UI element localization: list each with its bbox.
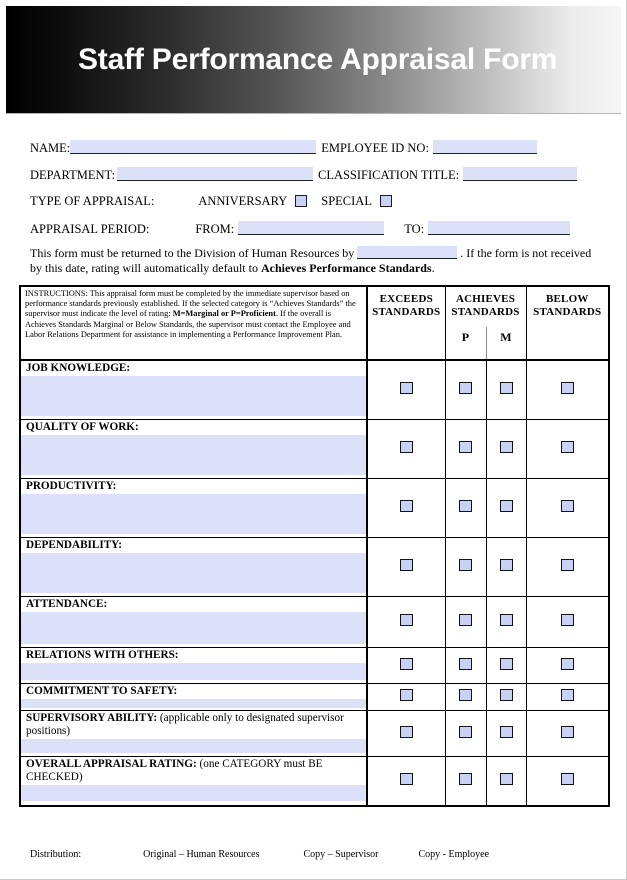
column-header-achieves-label: ACHIEVES STANDARDS xyxy=(451,293,520,318)
special-checkbox[interactable] xyxy=(380,195,392,207)
classification-title-label: CLASSIFICATION TITLE: xyxy=(317,168,460,182)
rating-cell-achieves-m xyxy=(486,711,526,757)
rating-cell-below xyxy=(526,420,609,479)
employee-id-input[interactable] xyxy=(433,140,537,154)
column-header-below xyxy=(526,286,609,360)
column-header-exceeds xyxy=(367,286,445,360)
criterion-comment-input[interactable] xyxy=(21,494,366,534)
type-of-appraisal-row xyxy=(30,194,392,209)
criterion-label-text: DEPENDABILITY: xyxy=(26,539,122,551)
criterion-label xyxy=(21,648,366,663)
checkbox-exceeds[interactable] xyxy=(400,726,413,738)
criterion-cell-dependability xyxy=(20,538,367,597)
column-header-achieves-m: M xyxy=(486,327,526,359)
notice-emphasis: Achieves Performance Standards xyxy=(260,261,432,275)
rating-cell-below xyxy=(526,711,609,757)
name-input[interactable] xyxy=(70,140,316,154)
page-title: Staff Performance Appraisal Form xyxy=(78,42,558,76)
checkbox-achieves-p[interactable] xyxy=(459,658,472,670)
rating-cell-achieves-p xyxy=(445,684,486,711)
checkbox-achieves-m[interactable] xyxy=(500,614,513,626)
return-notice xyxy=(30,246,600,276)
rating-cell-below xyxy=(526,684,609,711)
return-by-date-input[interactable] xyxy=(357,246,457,259)
checkbox-achieves-m[interactable] xyxy=(500,559,513,571)
checkbox-below[interactable] xyxy=(561,773,574,785)
criterion-cell-productivity xyxy=(20,479,367,538)
checkbox-exceeds[interactable] xyxy=(400,500,413,512)
checkbox-achieves-m[interactable] xyxy=(500,726,513,738)
criterion-label-text: COMMITMENT TO SAFETY: xyxy=(26,685,178,697)
criterion-label xyxy=(21,684,366,699)
checkbox-achieves-p[interactable] xyxy=(459,441,472,453)
checkbox-exceeds[interactable] xyxy=(400,441,413,453)
distribution-copy-original: Original – Human Resources xyxy=(143,849,260,860)
checkbox-exceeds[interactable] xyxy=(400,773,413,785)
rating-cell-below xyxy=(526,597,609,648)
rating-cell-achieves-m xyxy=(486,420,526,479)
checkbox-achieves-p[interactable] xyxy=(459,500,472,512)
criterion-label xyxy=(21,479,366,494)
notice-part-2: . If the form is not received by this date, rating will automatically default to xyxy=(30,246,592,275)
criterion-comment-input[interactable] xyxy=(21,663,366,680)
criterion-cell-attendance xyxy=(20,597,367,648)
classification-title-input[interactable] xyxy=(463,167,577,181)
table-row xyxy=(20,757,609,807)
criterion-comment-input[interactable] xyxy=(21,553,366,593)
table-row xyxy=(20,684,609,711)
instructions-body-1: This appraisal form must be completed by the immediate supervisor based on performance standards previously established. If the selected category is “Achieves Standards” the supervisor must indicate the level of rating: xyxy=(25,289,356,319)
rating-cell-exceeds xyxy=(367,597,445,648)
criterion-label-text: RELATIONS WITH OTHERS: xyxy=(26,649,179,661)
table-row xyxy=(20,538,609,597)
checkbox-achieves-m[interactable] xyxy=(500,500,513,512)
rating-cell-achieves-p xyxy=(445,597,486,648)
checkbox-achieves-p[interactable] xyxy=(459,773,472,785)
criterion-cell-relations-with-others xyxy=(20,648,367,684)
criterion-cell-quality-of-work xyxy=(20,420,367,479)
header-banner xyxy=(6,6,621,114)
rating-cell-below xyxy=(526,360,609,420)
rating-cell-below xyxy=(526,538,609,597)
rating-cell-below xyxy=(526,479,609,538)
checkbox-achieves-p[interactable] xyxy=(459,614,472,626)
instructions-text xyxy=(25,289,362,340)
distribution-copy-employee: Copy - Employee xyxy=(418,849,490,860)
type-of-appraisal-label: TYPE OF APPRAISAL: xyxy=(30,194,155,208)
distribution-copy-supervisor: Copy – Supervisor xyxy=(303,849,379,860)
criterion-label xyxy=(21,420,366,435)
rating-cell-achieves-m xyxy=(486,757,526,807)
instructions-bold: M=Marginal or P=Proficient xyxy=(172,309,276,319)
checkbox-below[interactable] xyxy=(561,559,574,571)
rating-cell-achieves-m xyxy=(486,360,526,420)
rating-cell-exceeds xyxy=(367,711,445,757)
rating-cell-exceeds xyxy=(367,648,445,684)
rating-cell-exceeds xyxy=(367,479,445,538)
notice-part-3: . xyxy=(431,261,435,275)
special-label: SPECIAL xyxy=(321,194,372,208)
table-header-row xyxy=(20,286,609,360)
criterion-label xyxy=(21,538,366,553)
appraisal-period-label: APPRAISAL PERIOD: xyxy=(30,222,150,236)
rating-cell-exceeds xyxy=(367,757,445,807)
appraisal-period-row xyxy=(30,221,570,237)
notice-part-1: This form must be returned to the Division of Human Resources by xyxy=(30,246,355,260)
criterion-label xyxy=(21,361,366,376)
rating-cell-achieves-m xyxy=(486,538,526,597)
criterion-label-text: SUPERVISORY ABILITY: xyxy=(26,712,158,724)
period-to-input[interactable] xyxy=(428,221,570,235)
checkbox-achieves-p[interactable] xyxy=(459,382,472,394)
criterion-comment-input[interactable] xyxy=(21,612,366,644)
checkbox-exceeds[interactable] xyxy=(400,689,413,701)
checkbox-below[interactable] xyxy=(561,614,574,626)
rating-cell-achieves-p xyxy=(445,479,486,538)
checkbox-below[interactable] xyxy=(561,726,574,738)
employee-id-label: EMPLOYEE ID NO: xyxy=(321,141,429,155)
rating-cell-achieves-p xyxy=(445,420,486,479)
distribution-footer xyxy=(30,849,600,860)
rating-cell-exceeds xyxy=(367,420,445,479)
column-header-achieves xyxy=(445,286,526,360)
rating-cell-achieves-m xyxy=(486,648,526,684)
instructions-cell xyxy=(20,286,367,360)
criterion-cell-supervisory-ability xyxy=(20,711,367,757)
period-from-input[interactable] xyxy=(238,221,384,235)
rating-cell-achieves-m xyxy=(486,684,526,711)
criterion-label-text: ATTENDANCE: xyxy=(26,598,108,610)
department-input[interactable] xyxy=(117,167,313,181)
checkbox-below[interactable] xyxy=(561,382,574,394)
checkbox-achieves-m[interactable] xyxy=(500,441,513,453)
department-row xyxy=(30,167,577,183)
checkbox-achieves-m[interactable] xyxy=(500,382,513,394)
name-label: NAME: xyxy=(30,141,71,155)
criterion-label-note: (one CATEGORY must BE CHECKED) xyxy=(26,758,323,783)
criterion-cell-job-knowledge xyxy=(20,360,367,420)
criterion-comment-input[interactable] xyxy=(21,376,366,416)
criterion-comment-input[interactable] xyxy=(21,785,366,801)
table-row xyxy=(20,597,609,648)
table-row xyxy=(20,360,609,420)
anniversary-label: ANNIVERSARY xyxy=(198,194,288,208)
checkbox-achieves-m[interactable] xyxy=(500,658,513,670)
table-row xyxy=(20,648,609,684)
checkbox-exceeds[interactable] xyxy=(400,658,413,670)
column-header-achieves-p: P xyxy=(461,330,470,344)
table-row xyxy=(20,479,609,538)
rating-cell-achieves-m xyxy=(486,597,526,648)
rating-cell-achieves-p xyxy=(445,757,486,807)
rating-cell-below xyxy=(526,757,609,807)
column-header-exceeds-label: EXCEEDS STANDARDS xyxy=(372,293,441,318)
rating-cell-achieves-p xyxy=(445,711,486,757)
criterion-label-text: OVERALL APPRAISAL RATING: xyxy=(26,758,197,770)
checkbox-below[interactable] xyxy=(561,500,574,512)
checkbox-exceeds[interactable] xyxy=(400,614,413,626)
rating-cell-achieves-p xyxy=(445,538,486,597)
appraisal-table xyxy=(19,285,610,807)
criterion-cell-commitment-to-safety xyxy=(20,684,367,711)
anniversary-checkbox[interactable] xyxy=(295,195,307,207)
rating-cell-exceeds xyxy=(367,360,445,420)
rating-cell-achieves-p xyxy=(445,648,486,684)
rating-cell-exceeds xyxy=(367,684,445,711)
rating-cell-below xyxy=(526,648,609,684)
column-header-below-label: BELOW STANDARDS xyxy=(533,293,602,318)
criterion-cell-overall-appraisal-rating xyxy=(20,757,367,807)
rating-cell-exceeds xyxy=(367,538,445,597)
checkbox-achieves-m[interactable] xyxy=(500,773,513,785)
checkbox-below[interactable] xyxy=(561,441,574,453)
instructions-lead: INSTRUCTIONS: xyxy=(25,289,88,298)
checkbox-exceeds[interactable] xyxy=(400,559,413,571)
table-row xyxy=(20,420,609,479)
distribution-label: Distribution: xyxy=(30,849,82,860)
checkbox-below[interactable] xyxy=(561,658,574,670)
checkbox-below[interactable] xyxy=(561,689,574,701)
checkbox-achieves-p[interactable] xyxy=(459,726,472,738)
criterion-label xyxy=(21,597,366,612)
criterion-label xyxy=(21,711,366,739)
criterion-label xyxy=(21,757,366,785)
checkbox-achieves-p[interactable] xyxy=(459,559,472,571)
rating-cell-achieves-m xyxy=(486,479,526,538)
name-row xyxy=(30,140,537,156)
criterion-comment-input[interactable] xyxy=(21,435,366,475)
checkbox-achieves-m[interactable] xyxy=(500,689,513,701)
criterion-label-text: JOB KNOWLEDGE: xyxy=(26,362,131,374)
criterion-comment-input[interactable] xyxy=(21,739,366,753)
instructions-body-2: . If the overall is Achieves Standards Marginal or Below Standards, the supervisor must contact the Employee and Labor Relations Department for assistance in implementing a Performance Improvement Plan. xyxy=(25,309,351,339)
from-label: FROM: xyxy=(195,222,235,236)
criterion-label-text: PRODUCTIVITY: xyxy=(26,480,117,492)
checkbox-exceeds[interactable] xyxy=(400,382,413,394)
table-row xyxy=(20,711,609,757)
criterion-comment-input[interactable] xyxy=(21,699,366,708)
department-label: DEPARTMENT: xyxy=(30,168,115,182)
checkbox-achieves-p[interactable] xyxy=(459,689,472,701)
to-label: TO: xyxy=(404,222,425,236)
criterion-label-note: (applicable only to designated supervisor positions) xyxy=(26,712,344,737)
rating-cell-achieves-p xyxy=(445,360,486,420)
criterion-label-text: QUALITY OF WORK: xyxy=(26,421,139,433)
